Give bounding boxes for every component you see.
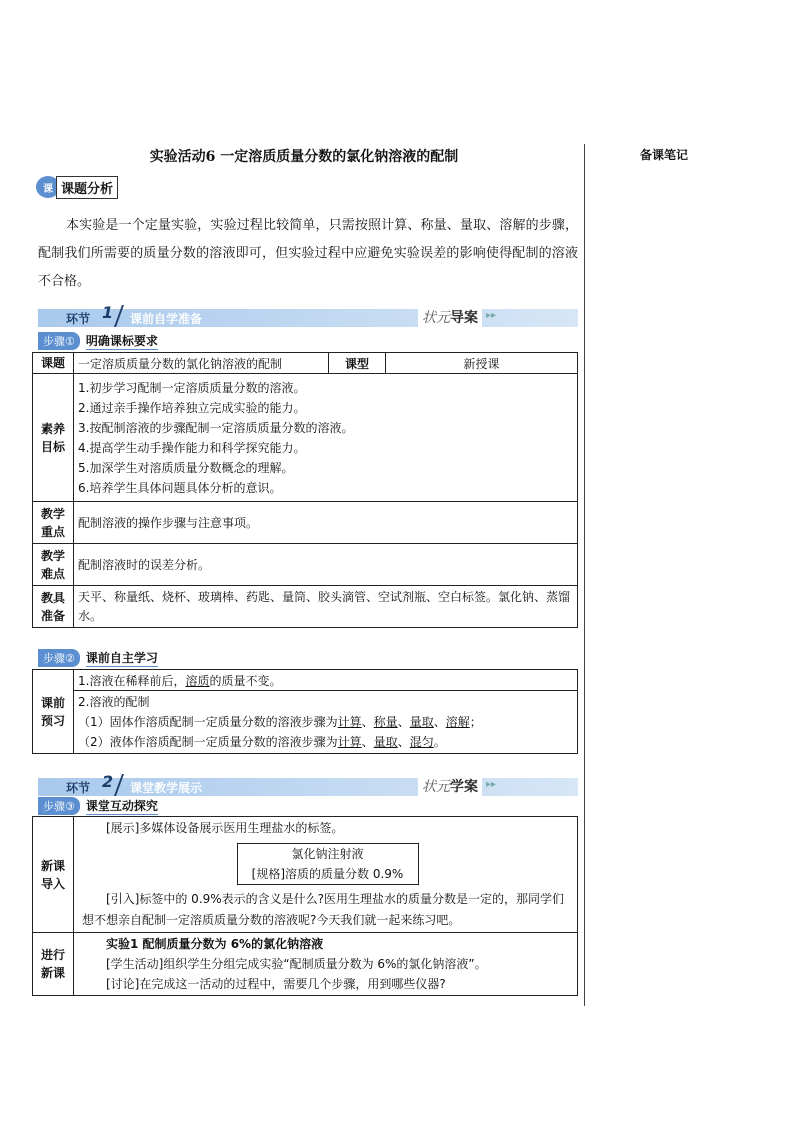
cell-type: 新授课 — [386, 353, 578, 374]
class-table — [32, 816, 578, 996]
cell-label: 进行新课 — [33, 933, 74, 996]
cell-label: 素养目标 — [33, 374, 74, 502]
goals-list — [74, 374, 578, 502]
preview-lines — [74, 691, 578, 754]
step-badge: 步骤③ — [38, 797, 80, 815]
step-badge: 步骤① — [38, 332, 80, 350]
list-item: （2）液体作溶质配制一定质量分数的溶液步骤为计算、量取、混匀。 — [78, 735, 446, 749]
cell-label: 课题 — [33, 353, 74, 374]
preview-line-1: 1.溶液在稀释前后，溶质的质量不变。 — [74, 670, 578, 691]
guide-label: 状元导案 — [418, 307, 482, 327]
list-item: 5.加深学生对溶质质量分数概念的理解。 — [78, 460, 294, 475]
list-item: 2.通过亲手操作培养独立完成实验的能力。 — [78, 400, 306, 415]
band-slash — [114, 774, 124, 796]
list-item: 6.培养学生具体问题具体分析的意识。 — [78, 480, 282, 495]
cell-tools: 天平、称量纸、烧杯、玻璃棒、药匙、量筒、胶头滴管、空试剂瓶、空白标签。氯化钠、蒸馏水。 — [74, 586, 578, 628]
step-1 — [38, 333, 158, 349]
list-item: （1）固体作溶质配制一定质量分数的溶液步骤为计算、称量、量取、溶解； — [78, 715, 482, 729]
lead-text: [引入]标签中的 0.9%表示的含义是什么?医用生理盐水的质量分数是一定的，那同学们想不想亲自配制一定溶质质量分数的溶液呢?今天我们就一起来练习吧。 — [82, 892, 565, 927]
step-2 — [38, 650, 158, 666]
arrow-icon: ▸▸ — [486, 779, 497, 790]
standards-table — [32, 352, 578, 628]
band-label: 环节 — [66, 312, 91, 326]
band-number: 2 — [102, 772, 114, 791]
intro-paragraph: 本实验是一个定量实验，实验过程比较简单，只需按照计算、称量、量取、溶解的步骤，配制我们所需要的质量分数的溶液即可，但实验过程中应避免实验误差的影响使得配制的溶液不合格。 — [38, 218, 578, 289]
list-item: 3.按配制溶液的步骤配制一定溶质质量分数的溶液。 — [78, 420, 354, 435]
cell-topic: 一定溶质质量分数的氯化钠溶液的配制 — [74, 353, 329, 374]
step-title: 明确课标要求 — [85, 334, 158, 348]
page-title: 实验活动6 一定溶质质量分数的氯化钠溶液的配制 — [149, 149, 459, 165]
cell-difficulties: 配制溶液时的误差分析。 — [74, 544, 578, 586]
cell-label: 教具准备 — [33, 586, 74, 628]
analysis-heading — [36, 176, 118, 198]
band-number: 1 — [102, 303, 114, 322]
divider — [584, 144, 585, 1006]
step-badge: 步骤② — [38, 649, 80, 667]
list-item: 1.初步学习配制一定溶质质量分数的溶液。 — [78, 380, 306, 395]
show-text: [展示]多媒体设备展示医用生理盐水的标签。 — [106, 821, 344, 835]
box-spec: [规格]溶质的质量分数 0.9% — [251, 867, 404, 881]
notes-heading: 备课笔记 — [640, 148, 689, 162]
band-name: 课堂教学展示 — [130, 781, 203, 795]
proceed-cell — [74, 933, 578, 996]
analysis-label: 课题分析 — [56, 176, 118, 199]
experiment-title: 实验1 配制质量分数为 6%的氯化钠溶液 — [106, 937, 324, 951]
band-label: 环节 — [66, 781, 91, 795]
label-box — [237, 843, 419, 885]
cell-label: 新课导入 — [33, 817, 74, 933]
cell-label: 课型 — [329, 353, 386, 374]
intro-cell — [74, 817, 578, 933]
preview-table — [32, 669, 578, 754]
lesson-icon: 课 — [36, 176, 60, 198]
section-band-2 — [38, 772, 578, 796]
band-name: 课前自学准备 — [130, 312, 203, 326]
activity-text: [学生活动]组织学生分组完成实验“配制质量分数为 6%的氯化钠溶液”。 — [106, 957, 487, 971]
step-title: 课堂互动探究 — [85, 799, 158, 813]
step-3 — [38, 798, 158, 814]
guide-label: 状元学案 — [418, 776, 482, 796]
cell-key-points: 配制溶液的操作步骤与注意事项。 — [74, 502, 578, 544]
cell-label: 课前预习 — [33, 670, 74, 754]
cell-label: 教学重点 — [33, 502, 74, 544]
list-item: 4.提高学生动手操作能力和科学探究能力。 — [78, 440, 306, 455]
section-band-1 — [38, 303, 578, 327]
list-item: 2.溶液的配制 — [78, 695, 150, 709]
box-title: 氯化钠注射液 — [291, 847, 364, 861]
discussion-text: [讨论]在完成这一活动的过程中，需要几个步骤，用到哪些仪器? — [106, 977, 446, 991]
arrow-icon: ▸▸ — [486, 310, 497, 321]
band-slash — [114, 305, 124, 327]
cell-label: 教学难点 — [33, 544, 74, 586]
step-title: 课前自主学习 — [85, 651, 158, 665]
